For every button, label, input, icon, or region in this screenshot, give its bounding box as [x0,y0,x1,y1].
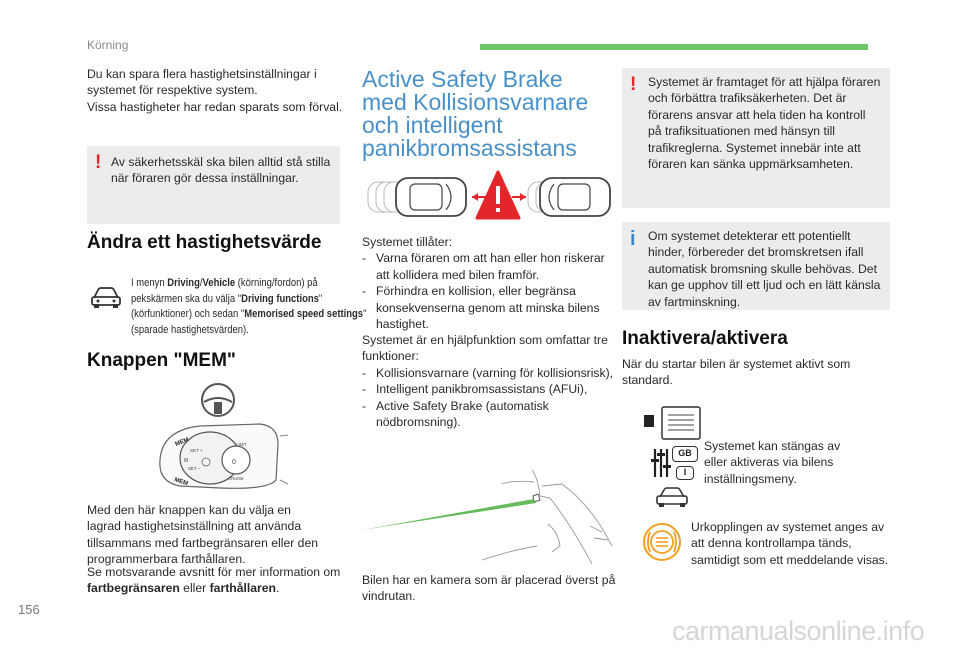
section-title-change-speed: Ändra ett hastighetsvärde [87,232,322,253]
watermark-text: carmanualsonline.info [672,616,925,646]
section-title-deactivate: Inaktivera/aktivera [622,328,788,349]
intro-line: Du kan spara flera hastighetsinställningar i [87,67,317,81]
cruise-label: CRUISE [228,476,244,481]
safety-warning-box [87,146,340,224]
main-title: Active Safety Brake med Kollisionsvarnare och intelligent panikbromsassistans [362,66,589,161]
warning-lamp-text: Urkopplingen av systemet anges av att denna kontrollampa tänds, samtidigt som ett meddelande visas. [691,520,889,567]
vehicle-menu-icon [89,285,123,311]
language-gb-badge: GB [672,446,698,462]
steering-control-illustration [150,380,290,495]
responsibility-warning-box [622,68,890,208]
list-item: - Varna föraren om att han eller hon riskerar att kollidera med bilen framför. [362,250,614,283]
menu-instruction: I menyn Driving/Vehicle (körning/fordon) på pekskärmen ska du välja "Driving functions" (körfunktioner) och sedan "Memorised speed settings" (sparade hastighetsvärden). [131,277,367,336]
mem-label-bottom: MEM [173,477,189,488]
collision-warning-illustration [364,168,614,226]
windshield-camera-illustration [362,466,617,566]
section-title-mem-button: Knappen "MEM" [87,350,236,371]
system-allows: Systemet tillåter: - Varna föraren om att han eller hon riskerar att kollidera med bilen framför. - Förhindra en kollision, eller begränsa konsekvenserna genom att minska bilens hastighet. [362,234,614,332]
default-active-text: När du startar bilen är systemet aktivt som standard. [622,357,851,388]
set-plus-label: SET + [190,448,203,453]
chapter-title: Körning [87,38,129,52]
list-item: - Förhindra en kollision, eller begränsa konsekvenserna genom att minska bilens hastighet. [362,283,614,332]
info-box [622,222,890,310]
list-item: - Active Safety Brake (automatisk nödbromsning). [362,398,620,431]
system-functions: Systemet är en hjälpfunktion som omfattar tre funktioner: - Kollisionsvarnare (varning för kollisionsrisk), - Intelligent panikbromsassistans (AFUi), - Active Safety Brake (automatisk nödbromsning). [362,332,620,430]
chapter-accent-bar [480,44,868,50]
limit-label: LIMIT [236,442,247,447]
language-i-badge: I [676,466,694,480]
mem-label-top: MEM [174,437,190,448]
list-item: - Intelligent panikbromsassistans (AFUi), [362,381,620,397]
m-label: M [184,458,189,464]
list-item: - Kollisionsvarnare (varning för kollisionsrisk), [362,365,620,381]
warning-text: Av säkerhetsskäl ska bilen alltid stå stilla när föraren gör dessa inställningar. [111,155,331,186]
info-text: Om systemet detekterar ett potentiellt hinder, förbereder det bromskretsen ifall automatisk bromsning skulle behövas. Det kan ge upphov till ett ljud och en lätt känsla av fartminskning. [648,229,881,309]
afu-warning-lamp-icon [642,522,682,562]
warning-icon: ! [95,152,102,173]
intro-line: Vissa hastigheter har redan sparats som förval. [87,99,343,114]
page-number: 156 [18,602,40,617]
mem-description: Med den här knappen kan du välja en lagrad hastighetsinställning att använda tillsammans med fartbegränsaren eller den programmerbara farthållaren. [87,503,318,567]
camera-description: Bilen har en kamera som är placerad överst på vindrutan. [362,573,616,604]
intro-line: systemet för respektive system. [87,83,258,98]
settings-menu-text: Systemet kan stängas av eller aktiveras via bilens inställningsmeny. [704,439,841,486]
mem-reference: Se motsvarande avsnitt för mer information om fartbegränsaren eller farthållaren. [87,565,341,596]
warning-text: Systemet är framtaget för att hjälpa föraren och förbättra trafiksäkerheten. Det är förarens ansvar att hela tiden ha kontroll på trafiksituationen med hänsyn till trafikreglerna. Systemet innebär inte att föraren kan sänka uppmärksamheten. [648,75,881,172]
info-icon: i [630,228,636,250]
zero-label: 0 [232,459,236,466]
warning-icon: ! [630,74,637,95]
set-minus-label: SET – [188,466,201,471]
intro-paragraph [87,66,347,115]
